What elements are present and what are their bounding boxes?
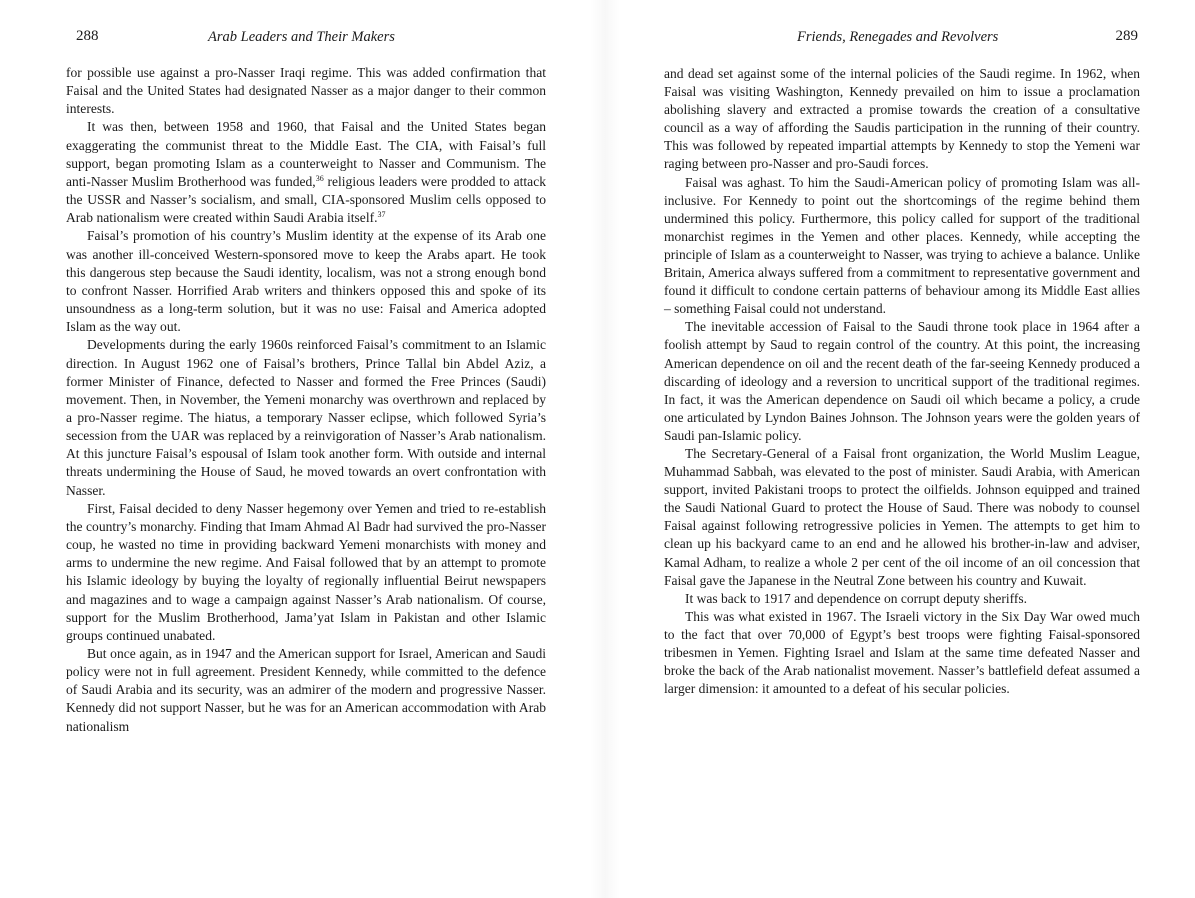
paragraph-text: It was then, between 1958 and 1960, that Faisal and the United States began exaggerating the communist threat to the Middle East. The CIA, with Faisal’s full support, began promoting Islam as a counterweight to Nasser and Communism. The anti-Nasser Muslim Brotherhood was funded, (66, 119, 546, 189)
paragraph: Faisal’s promotion of his country’s Muslim identity at the expense of its Arab one was another ill-conceived Western-sponsored move to keep the Arabs apart. He took this dangerous step because the Saudi identity, localism, was not a strong enough bond to confront Nasser. Horrified Arab writers and thinkers opposed this and spoke of its unsoundness as a long-term solution, but it was no use: Faisal and America adopted Islam as the way out. (66, 228, 546, 335)
paragraph: for possible use against a pro-Nasser Iraqi regime. This was added confirmation that Faisal and the United States had designated Nasser as a major danger to their common interests. (66, 65, 546, 117)
left-page (66, 0, 546, 898)
right-page-number: 289 (1115, 28, 1138, 44)
right-page-body (664, 65, 1140, 698)
paragraph: and dead set against some of the internal policies of the Saudi regime. In 1962, when Faisal was visiting Washington, Kennedy prevailed on him to issue a proclamation abolishing slavery and extracted a promise towards the creation of a consultative council as a way of affording the Saudis participation in the running of their country. This was followed by repeated impartial attempts by Kennedy to stop the Yemeni war raging between pro-Nasser and pro-Saudi forces. (664, 66, 1140, 172)
left-page-header (66, 28, 546, 52)
right-page (664, 0, 1140, 898)
footnote-ref: 36 (315, 173, 324, 183)
paragraph: Faisal was aghast. To him the Saudi-American policy of promoting Islam was all-inclusive. For Kennedy to point out the shortcomings of the regime behind them undermined this policy. Furthermore, this policy called for support of the traditional monarchist regimes in the Yemen and other places. Kennedy, while accepting the principle of Islam as a counterweight to Nasser, was trying to achieve a balance. Unlike Britain, America always suffered from a commitment to representative government and found it difficult to condone certain patterns of behaviour among its Middle East allies – something Faisal could not understand. (664, 174, 1140, 317)
footnote-ref: 37 (377, 210, 386, 220)
book-gutter (590, 0, 620, 898)
paragraph-text: religious leaders were prodded to attack the USSR and Nasser’s socialism, and small, CIA-sponsored Muslim cells opposed to Arab nationalism were created within Saudi Arabia itself. (66, 173, 546, 226)
paragraph: The Secretary-General of a Faisal front organization, the World Muslim League, Muhammad Sabbah, was elevated to the post of minister. Saudi Arabia, with American support, invited Pakistani troops to protect the oilfields. Johnson equipped and trained the Saudi National Guard to protect the House of Saud. There was nobody to counsel Faisal against following retrogressive policies in Yemen. The attempts to get him to clean up his backyard came to an end and he allowed his brother-in-law and adviser, Kamal Adham, to realize a whole 2 per cent of the oil income of an oil concession that Faisal gave the Japanese in the Neutral Zone between his country and Kuwait. (664, 445, 1140, 588)
paragraph: The inevitable accession of Faisal to the Saudi throne took place in 1964 after a foolish attempt by Saud to regain control of the country. At this point, the increasing American dependence on oil and the recent death of the far-seeing Kennedy produced a discarding of ideology and a reversion to uncritical support of the traditional regimes. In fact, it was the American dependence on Saudi oil which became a policy, a crude one articulated by Lyndon Baines Johnson. The Johnson years were the golden years of Saudi pan-Islamic policy. (664, 319, 1140, 443)
paragraph: First, Faisal decided to deny Nasser hegemony over Yemen and tried to re-establish the country’s monarchy. Finding that Imam Ahmad Al Badr had survived the pro-Nasser coup, he wasted no time in providing backward Yemeni monarchists with money and arms to undermine the new regime. And Faisal followed that by an attempt to promote his Islamic ideology by buying the loyalty of regionally influential Beirut newspapers and magazines and to wage a campaign against Nasser’s Arab nationalism. Of course, support for the Muslim Brotherhood, Jama’yat Islam in Pakistan and other Islamic groups continued unabated. (66, 500, 546, 643)
paragraph: Developments during the early 1960s reinforced Faisal’s commitment to an Islamic direction. In August 1962 one of Faisal’s brothers, Prince Tallal bin Abdel Aziz, a former Minister of Finance, defected to Nasser and formed the Free Princes (Saudi) movement. Then, in November, the Yemeni monarchy was overthrown and replaced by a pro-Nasser regime. The hiatus, a temporary Nasser eclipse, which followed Syria’s secession from the UAR was replaced by a reinvigoration of Nasser’s Arab nationalism. At this juncture Faisal’s espousal of Islam took another form. With outside and internal threats undermining the House of Saud, he moved towards an overt confrontation with Nasser. (66, 337, 546, 498)
left-running-title: Arab Leaders and Their Makers (208, 29, 395, 45)
right-running-title: Friends, Renegades and Revolvers (797, 29, 999, 45)
right-page-header (664, 28, 1140, 52)
paragraph: It was back to 1917 and dependence on corrupt deputy sheriffs. (685, 590, 1028, 606)
left-page-number: 288 (76, 28, 99, 44)
paragraph: This was what existed in 1967. The Israeli victory in the Six Day War owed much to the fact that over 70,000 of Egypt’s best troops were fighting Faisal-sponsored tribesmen in Yemen. Fighting Israel and Islam at the same time defeated Nasser and broke the back of the Arab nationalist movement. Nasser’s battlefield defeat assumed a larger dimension: it amounted to a defeat of his secular policies. (664, 608, 1140, 697)
paragraph (66, 118, 546, 227)
left-page-body (66, 64, 546, 736)
paragraph: But once again, as in 1947 and the American support for Israel, American and Saudi policy were not in full agreement. President Kennedy, while committed to the defence of Saudi Arabia and its security, was an admirer of the modern and progressive Nasser. Kennedy did not support Nasser, but he was for an American accommodation with Arab nationalism (66, 646, 546, 734)
